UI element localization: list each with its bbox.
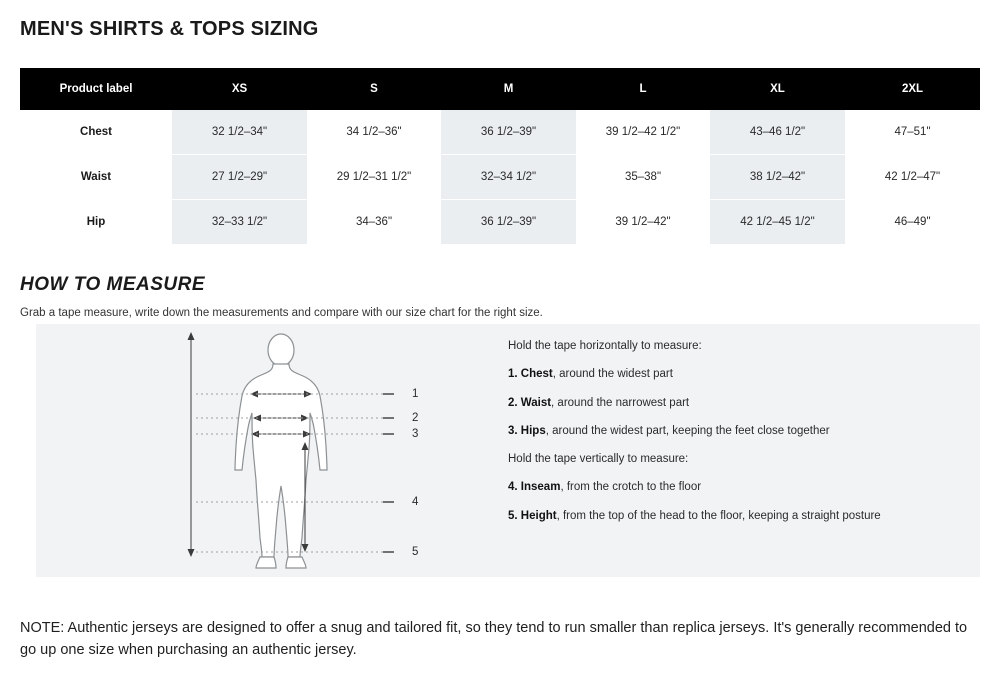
table-header bbox=[20, 68, 980, 110]
how-to-measure-subheading: Grab a tape measure, write down the measurements and compare with our size chart for the right size. bbox=[20, 307, 543, 319]
instruction-text: , around the widest part bbox=[552, 368, 673, 381]
instruction-number: 4. bbox=[508, 481, 521, 494]
cell-chest-l: 39 1/2–42 1/2" bbox=[576, 110, 710, 155]
table-header-row bbox=[20, 68, 980, 110]
cell-waist-m: 32–34 1/2" bbox=[441, 155, 576, 200]
callout-label-4: 4 bbox=[412, 496, 419, 508]
cell-chest-xl: 43–46 1/2" bbox=[710, 110, 845, 155]
row-label-chest: Chest bbox=[20, 110, 172, 155]
cell-waist-s: 29 1/2–31 1/2" bbox=[307, 155, 441, 200]
callout-ticks bbox=[383, 394, 394, 552]
instruction-number: 2. bbox=[508, 396, 521, 409]
callout-label-5: 5 bbox=[412, 546, 419, 558]
cell-hip-2xl: 46–49" bbox=[845, 200, 980, 245]
callout-label-2: 2 bbox=[412, 412, 419, 424]
instruction-text: , around the narrowest part bbox=[551, 396, 690, 409]
column-header-s: S bbox=[307, 68, 441, 110]
cell-waist-l: 35–38" bbox=[576, 155, 710, 200]
cell-waist-2xl: 42 1/2–47" bbox=[845, 155, 980, 200]
how-to-measure-heading: HOW TO MEASURE bbox=[20, 274, 206, 295]
page-title: MEN'S SHIRTS & TOPS SIZING bbox=[20, 18, 319, 40]
instruction-line-hips bbox=[508, 425, 958, 439]
instruction-text: Hold the tape horizontally to measure: bbox=[508, 340, 702, 352]
instruction-text: , around the widest part, keeping the feet close together bbox=[545, 424, 830, 437]
instruction-line-vertical-intro bbox=[508, 453, 958, 467]
table-row bbox=[20, 200, 980, 245]
instruction-number: 1. bbox=[508, 368, 521, 381]
column-header-m: M bbox=[441, 68, 576, 110]
measurement-figure bbox=[156, 324, 486, 577]
column-header-l: L bbox=[576, 68, 710, 110]
cell-chest-m: 36 1/2–39" bbox=[441, 110, 576, 155]
cell-hip-xl: 42 1/2–45 1/2" bbox=[710, 200, 845, 245]
instruction-text: , from the top of the head to the floor, keeping a straight posture bbox=[556, 509, 881, 522]
column-header-2xl: 2XL bbox=[845, 68, 980, 110]
instruction-line-inseam bbox=[508, 481, 958, 495]
cell-hip-m: 36 1/2–39" bbox=[441, 200, 576, 245]
row-label-waist: Waist bbox=[20, 155, 172, 200]
instruction-line-chest bbox=[508, 368, 958, 382]
callout-label-1: 1 bbox=[412, 388, 419, 400]
instruction-keyword: Hips bbox=[520, 424, 546, 437]
instruction-line-horizontal-intro bbox=[508, 340, 958, 354]
cell-chest-s: 34 1/2–36" bbox=[307, 110, 441, 155]
table-body bbox=[20, 110, 980, 245]
height-arrow bbox=[188, 332, 195, 557]
instruction-number: 3. bbox=[508, 424, 521, 437]
table-row bbox=[20, 110, 980, 155]
cell-hip-xs: 32–33 1/2" bbox=[172, 200, 307, 245]
cell-hip-s: 34–36" bbox=[307, 200, 441, 245]
instruction-text: , from the crotch to the floor bbox=[560, 481, 702, 494]
column-header-xs: XS bbox=[172, 68, 307, 110]
row-label-hip: Hip bbox=[20, 200, 172, 245]
table-row bbox=[20, 155, 980, 200]
instruction-keyword: Chest bbox=[520, 368, 553, 381]
fit-note: NOTE: Authentic jerseys are designed to offer a snug and tailored fit, so they tend to run smaller than replica jerseys. It's generally recommended to go up one size when purchasing an authentic jersey. bbox=[20, 620, 968, 658]
callout-label-3: 3 bbox=[412, 428, 419, 440]
instruction-number: 5. bbox=[508, 509, 521, 522]
cell-waist-xs: 27 1/2–29" bbox=[172, 155, 307, 200]
cell-hip-l: 39 1/2–42" bbox=[576, 200, 710, 245]
instruction-keyword: Waist bbox=[520, 396, 552, 409]
how-to-measure-panel bbox=[36, 324, 980, 577]
cell-waist-xl: 38 1/2–42" bbox=[710, 155, 845, 200]
column-header-xl: XL bbox=[710, 68, 845, 110]
instruction-keyword: Inseam bbox=[520, 481, 561, 494]
instruction-line-height bbox=[508, 510, 958, 524]
size-chart-table bbox=[20, 68, 980, 245]
instruction-text: Hold the tape vertically to measure: bbox=[508, 453, 689, 466]
instruction-line-waist bbox=[508, 397, 958, 411]
cell-chest-xs: 32 1/2–34" bbox=[172, 110, 307, 155]
column-header-product-label: Product label bbox=[20, 68, 172, 110]
body-silhouette-icon bbox=[235, 334, 327, 568]
cell-chest-2xl: 47–51" bbox=[845, 110, 980, 155]
instruction-keyword: Height bbox=[520, 509, 557, 522]
measure-instructions bbox=[508, 340, 958, 538]
